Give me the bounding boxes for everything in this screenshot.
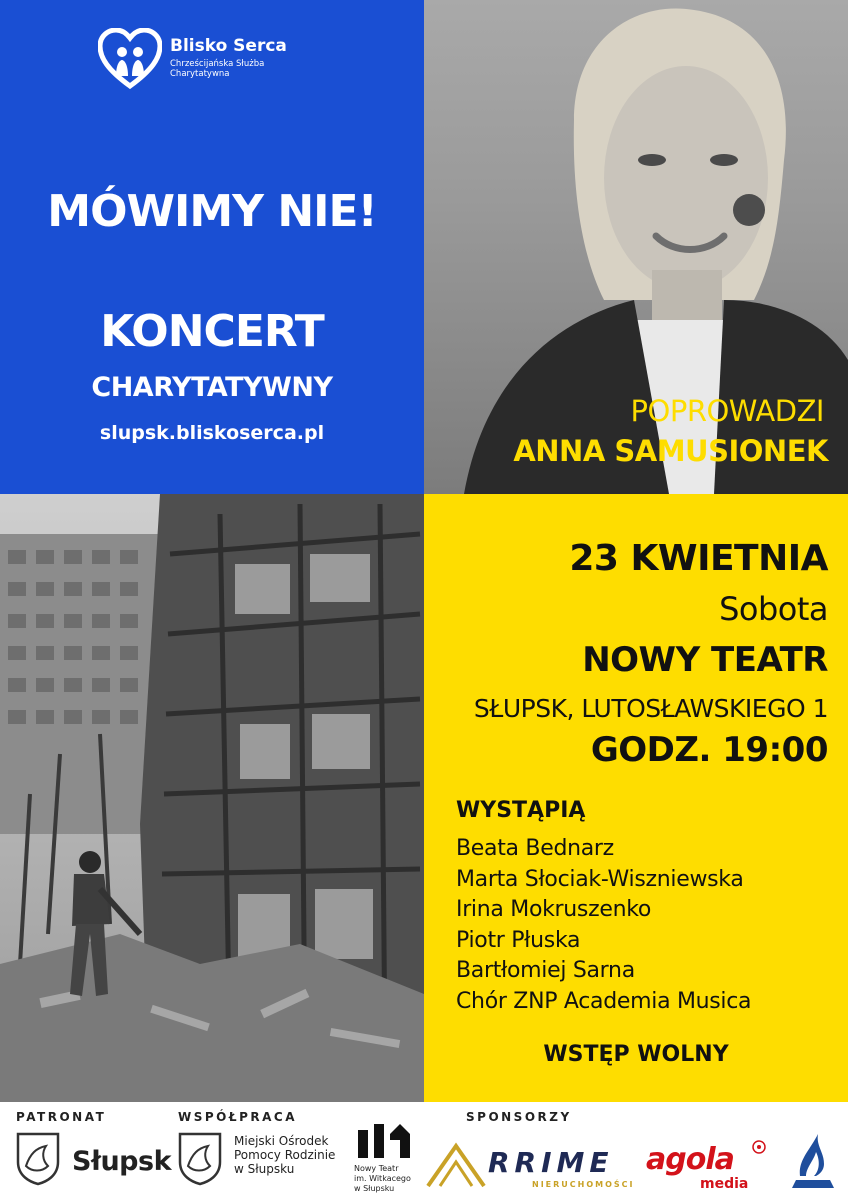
blue-panel bbox=[0, 0, 424, 494]
church-flame-logo-icon bbox=[790, 1130, 836, 1192]
event-date: 23 KWIETNIA bbox=[569, 538, 828, 579]
heart-family-icon bbox=[98, 28, 162, 90]
host-name: ANNA SAMUSIONEK bbox=[513, 434, 828, 468]
logo-subtitle bbox=[170, 59, 320, 79]
wspolpraca-label: WSPÓŁPRACA bbox=[178, 1110, 297, 1124]
slupsk-crest-icon bbox=[16, 1132, 60, 1186]
prime-roof-icon bbox=[426, 1140, 486, 1190]
mops-crest-icon bbox=[178, 1132, 222, 1186]
list-item: Beata Bednarz bbox=[456, 836, 614, 861]
event-type-line1: KONCERT bbox=[100, 306, 324, 357]
partner-name-line3: w Słupsku bbox=[234, 1162, 295, 1176]
list-item: Marta Słociak-Wiszniewska bbox=[456, 866, 744, 892]
logo-name: Blisko Serca bbox=[170, 36, 287, 56]
list-item: Bartłomiej Sarna bbox=[456, 958, 635, 983]
teatr-name bbox=[354, 1164, 418, 1194]
partner-name bbox=[234, 1134, 344, 1176]
footer-logos bbox=[0, 1102, 848, 1200]
sponsor-agola-subtitle: media bbox=[700, 1176, 749, 1192]
list-item: Chór ZNP Academia Musica bbox=[456, 988, 752, 1014]
sponsor-prime-name: RRIME bbox=[488, 1146, 614, 1179]
headline: MÓWIMY NIE! bbox=[47, 186, 377, 237]
patron-name: Słupsk bbox=[72, 1146, 172, 1177]
event-weekday: Sobota bbox=[719, 590, 828, 628]
performers-list bbox=[456, 834, 751, 1017]
logo-subtitle-line1: Chrześcijańska Służba bbox=[170, 59, 265, 69]
list-item: Irina Mokruszenko bbox=[456, 897, 652, 922]
war-ruins-photo bbox=[0, 494, 424, 1102]
performers-heading: WYSTĄPIĄ bbox=[456, 798, 586, 823]
sponsor-prime-subtitle: NIERUCHOMOŚCI bbox=[532, 1180, 635, 1189]
partner-name-line2: Pomocy Rodzinie bbox=[234, 1148, 336, 1162]
sponsorzy-label: SPONSORZY bbox=[466, 1110, 572, 1124]
registered-mark-icon bbox=[752, 1140, 766, 1154]
host-portrait-panel bbox=[424, 0, 848, 494]
host-label: POPROWADZI bbox=[630, 394, 824, 428]
sponsor-agola-name: agola bbox=[646, 1142, 734, 1177]
event-venue: NOWY TEATR bbox=[582, 640, 828, 680]
blisko-serca-logo bbox=[98, 28, 328, 92]
admission-note: WSTĘP WOLNY bbox=[543, 1042, 729, 1067]
event-address: SŁUPSK, LUTOSŁAWSKIEGO 1 bbox=[473, 694, 828, 723]
nowy-teatr-logo-icon bbox=[356, 1120, 412, 1160]
website-link[interactable]: slupsk.bliskoserca.pl bbox=[99, 422, 325, 444]
event-time: GODZ. 19:00 bbox=[590, 730, 828, 770]
partner-name-line1: Miejski Ośrodek bbox=[234, 1134, 329, 1148]
patronat-label: PATRONAT bbox=[16, 1110, 107, 1124]
teatr-name-line3: w Słupsku bbox=[354, 1184, 395, 1193]
list-item: Piotr Płuska bbox=[456, 927, 581, 953]
logo-subtitle-line2: Charytatywna bbox=[170, 69, 230, 79]
teatr-name-line1: Nowy Teatr bbox=[354, 1164, 399, 1173]
war-ruins-photo-panel bbox=[0, 494, 424, 1102]
event-type-line2: CHARYTATYWNY bbox=[91, 372, 333, 403]
teatr-name-line2: im. Witkacego bbox=[354, 1174, 411, 1183]
